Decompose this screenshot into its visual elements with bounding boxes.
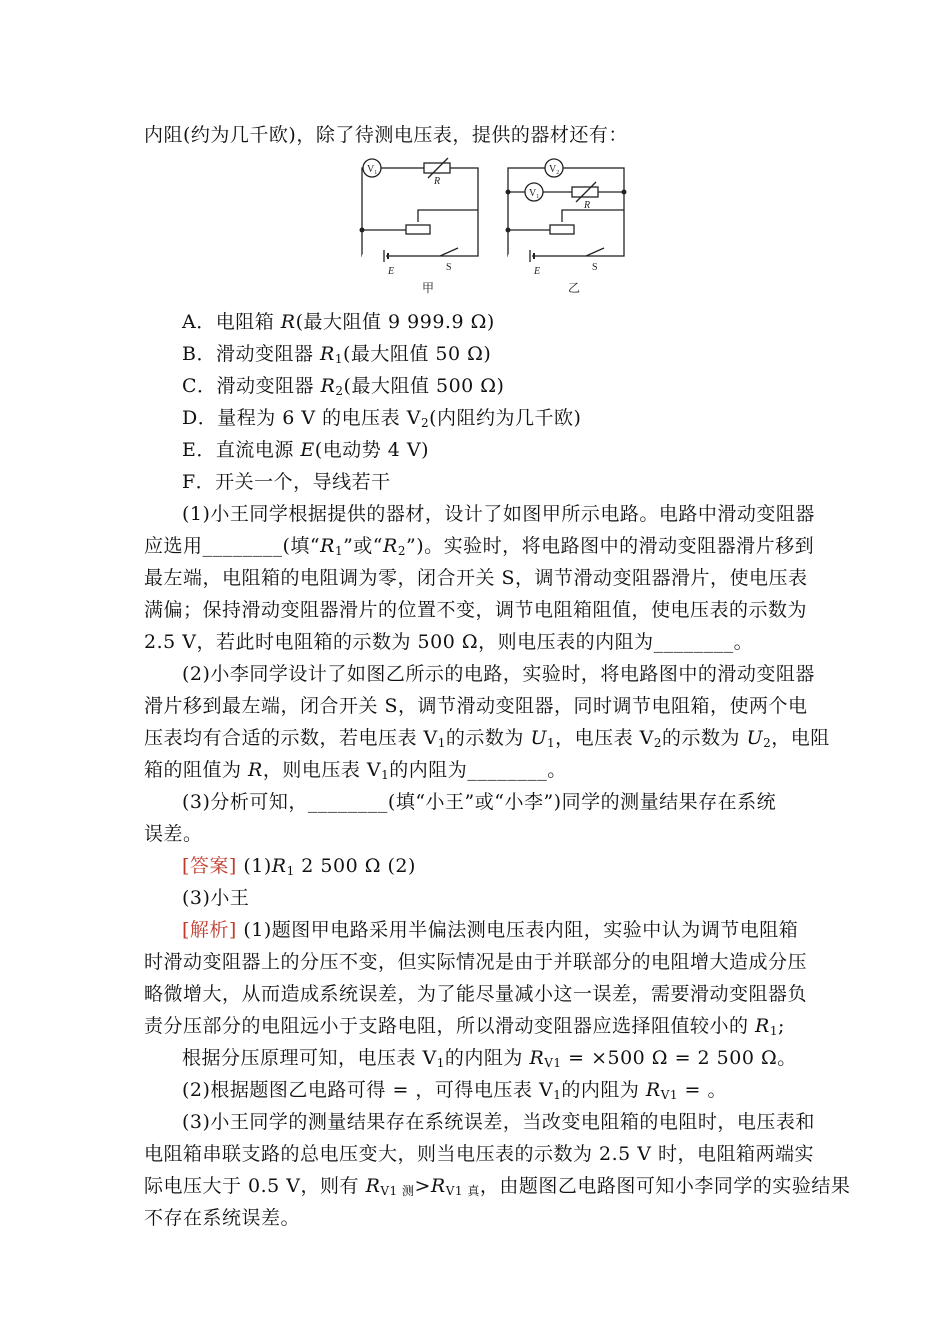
v1-label-yi: $V_1$	[529, 188, 540, 200]
analysis-line-10: 不存在系统误差。	[144, 1207, 301, 1229]
v1-label-jia: $V_1$	[367, 164, 378, 176]
s-label-yi: S	[592, 262, 598, 273]
q2-line-1: (2)小李同学设计了如图乙所示的电路，实验时，将电路图中的滑动变阻器	[182, 663, 815, 685]
analysis-line-3: 略微增大，从而造成系统误差，为了能尽量减小这一误差，需要滑动变阻器负	[144, 983, 808, 1005]
e-label-yi: E	[534, 266, 541, 277]
s-label-jia: S	[446, 262, 452, 273]
rheostat-jia	[406, 225, 430, 234]
q2-line-2: 滑片移到最左端，闭合开关 S，调节滑动变阻器，同时调节电阻箱，使两个电	[144, 695, 808, 717]
r-label-jia: R	[434, 176, 441, 187]
option-c: C．滑动变阻器 $R_2$(最大阻值 500 Ω)	[182, 375, 505, 398]
option-e: E．直流电源 E(电动势 4 V)	[182, 439, 430, 461]
r-label-yi: R	[584, 200, 591, 211]
q1-line-1: (1)小王同学根据提供的器材，设计了如图甲所示电路。电路中滑动变阻器	[182, 503, 815, 525]
q1-line-2: 应选用________(填“$R_1$”或“$R_2$”)。实验时，将电路图中的滑动变阻器滑片移到	[144, 535, 815, 558]
resistance-box-yi	[572, 187, 598, 197]
analysis-line-9: 际电压大于 0.5 V，则有 $R_{V1 测}>R_{V1 真}$，由题图乙电路图可知小李同学的实验结果	[144, 1175, 851, 1198]
answer-tag: [答案]	[182, 855, 237, 877]
resistance-box-jia	[424, 163, 450, 173]
q2-line-4: 箱的阻值为 R，则电压表 $V_1$的内阻为________。	[144, 759, 567, 782]
caption-yi: 乙	[568, 281, 581, 295]
analysis-line-2: 时滑动变阻器上的分压不变，但实际情况是由于并联部分的电阻增大造成分压	[144, 951, 808, 973]
answer-line-2: (3)小王	[182, 887, 250, 909]
analysis-line-5: 根据分压原理可知，电压表 $V_1$的内阻为 $R_{V1} = \times 500$ Ω = 2 500 Ω。	[182, 1047, 797, 1070]
analysis-line-7: (3)小王同学的测量结果存在系统误差，当改变电阻箱的电阻时，电压表和	[182, 1111, 815, 1133]
option-b: B．滑动变阻器 $R_1$(最大阻值 50 Ω)	[182, 343, 492, 366]
q1-line-3: 最左端，电阻箱的电阻调为零，闭合开关 S，调节滑动变阻器滑片，使电压表	[144, 567, 808, 589]
q1-line-4: 满偏；保持滑动变阻器滑片的位置不变，调节电阻箱阻值，使电压表的示数为	[144, 599, 808, 621]
circuit-jia-loop	[362, 168, 478, 256]
analysis-line-6: (2)根据题图乙电路可得 = ，可得电压表 $V_1$的内阻为 $R_{V1}$ = 。	[182, 1079, 727, 1102]
circuit-yi-loop	[508, 168, 624, 256]
analysis-tag: [解析]	[182, 919, 237, 941]
analysis-line-8: 电阻箱串联支路的总电压变大，则当电压表的示数为 2.5 V 时，电阻箱两端实	[144, 1143, 815, 1165]
caption-jia: 甲	[422, 281, 435, 295]
intro-text: 内阻(约为几千欧)，除了待测电压表，提供的器材还有：	[144, 124, 628, 146]
option-f: F．开关一个，导线若干	[182, 471, 391, 493]
analysis-line-1: [解析] (1)题图甲电路采用半偏法测电压表内阻，实验中认为调节电阻箱	[182, 919, 799, 941]
q3-line-1: (3)分析可知，________(填“小王”或“小李”)同学的测量结果存在系统	[182, 791, 777, 813]
q2-line-3: 压表均有合适的示数，若电压表 $V_1$的示数为 $U_1$，电压表 $V_2$的示数为 $U_2$，电阻	[144, 727, 830, 750]
answer-line-1: [答案] $(1)R_1$ 2 500 Ω (2)	[182, 855, 416, 878]
q3-line-2: 误差。	[144, 823, 203, 845]
rheostat-yi	[550, 225, 574, 234]
v2-label-yi: $V_2$	[549, 164, 560, 176]
option-d: D．量程为 6 V 的电压表 $V_2$(内阻约为几千欧)	[182, 407, 582, 430]
option-a: A．电阻箱 R(最大阻值 9 999.9 Ω)	[182, 311, 495, 333]
analysis-line-4: 责分压部分的电阻远小于支路电阻，所以滑动变阻器应选择阻值较小的 $R_1$;	[144, 1015, 785, 1038]
e-label-jia: E	[388, 266, 395, 277]
circuit-figures	[350, 150, 640, 300]
q1-line-5: 2.5 V，若此时电阻箱的示数为 500 Ω，则电压表的内阻为________。	[144, 631, 754, 653]
